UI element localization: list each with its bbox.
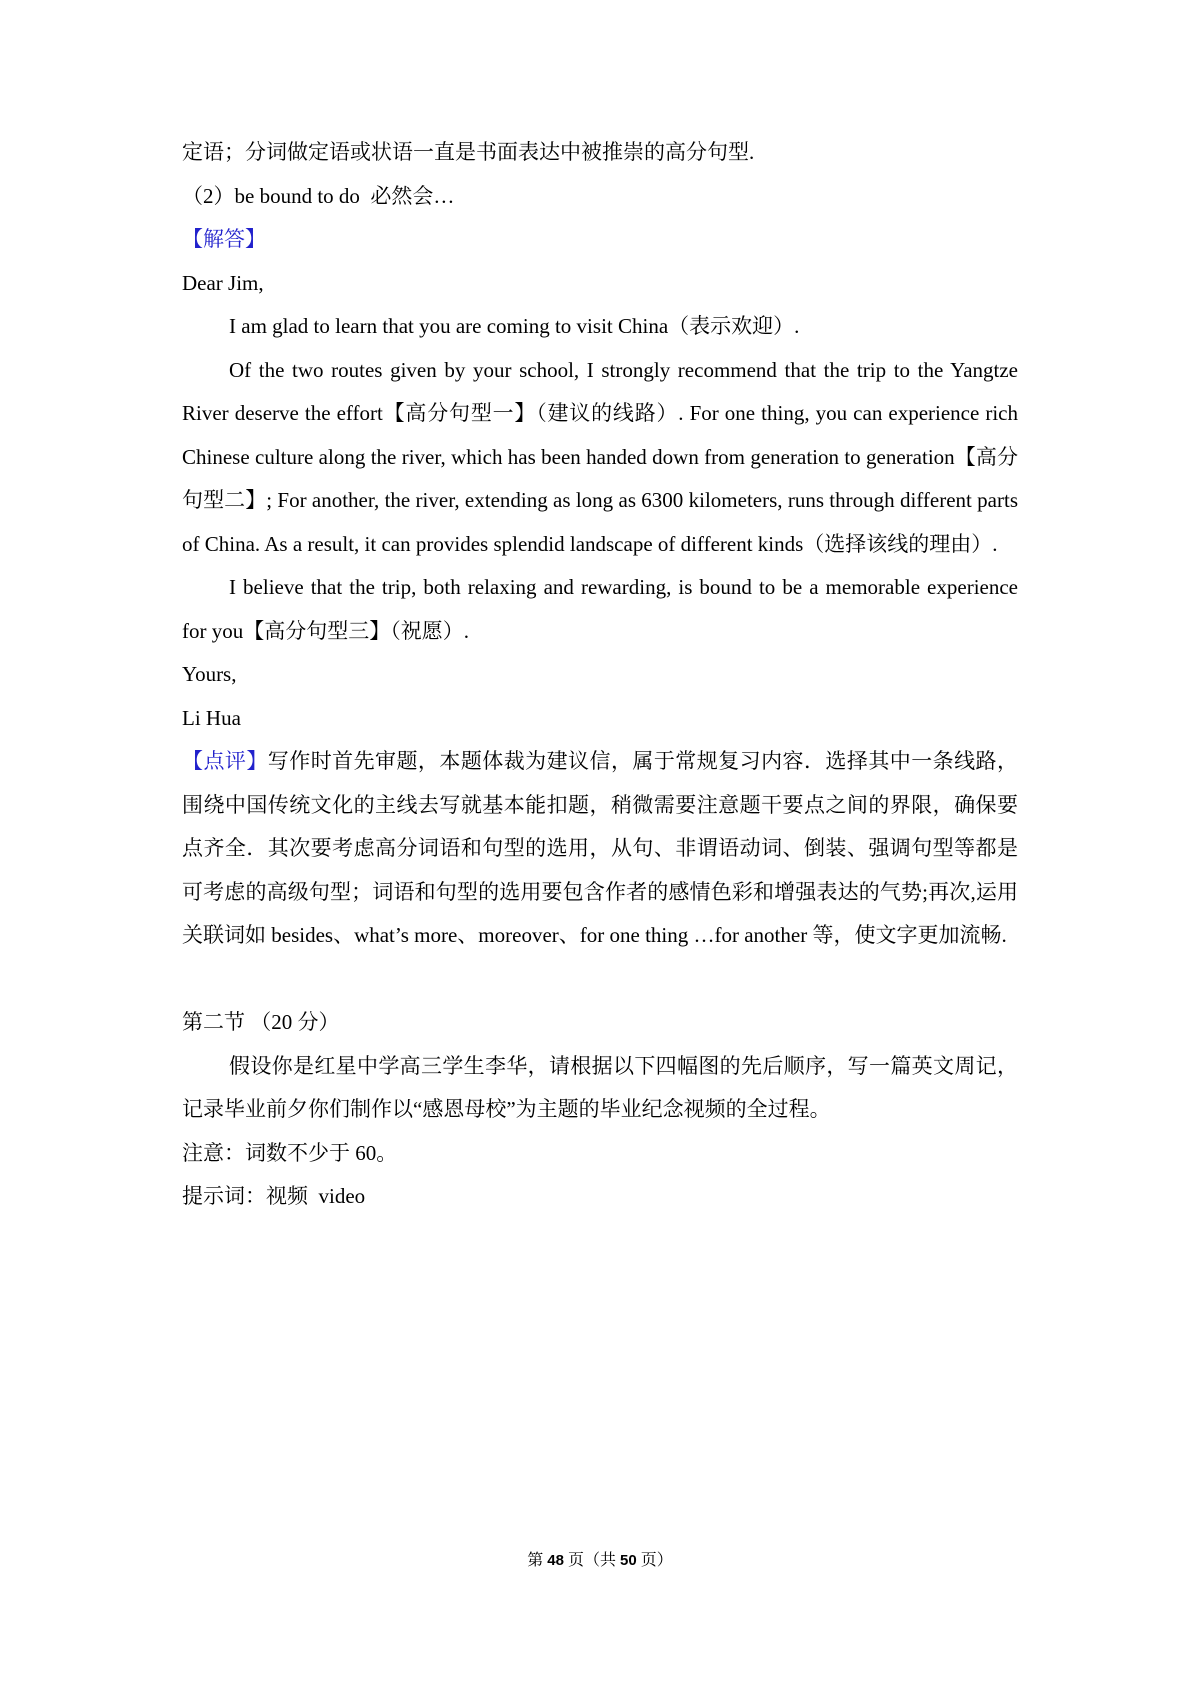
answer-section-label [182, 218, 1018, 262]
section2-heading: 第二节 （20 分） [182, 1010, 340, 1034]
paragraph-be-bound-point: （2）be bound to do 必然会… [182, 183, 455, 208]
comment-label-text: 【点评】 [182, 749, 268, 773]
letter-closing: Yours, [182, 662, 237, 686]
comment-body-text: 写作时首先审题，本题体裁为建议信，属于常规复习内容．选择其中一条线路，围绕中国传统文化的主线去写就基本能扣题，稍微需要注意题干要点之间的界限，确保要点齐全．其次要考虑高分词语和句型的选用，从句、非谓语动词、倒装、强调句型等都是可考虑的高级句型；词语和句型的选用要包含作者的感情色彩和增强表达的气势;再次,运用关联词如 besides、what’s more、moreover、for one thing …for another 等，使文字更加流畅. [182, 749, 1019, 947]
section2-prompt: 假设你是红星中学高三学生李华，请根据以下四幅图的先后顺序，写一篇英文周记，记录毕业前夕你们制作以“感恩母校”为主题的毕业纪念视频的全过程。 [182, 1053, 1018, 1121]
page-footer [0, 1550, 1200, 1572]
document-content [182, 131, 1018, 1219]
letter-signature: Li Hua [182, 705, 241, 730]
footer-prefix: 第 [527, 1552, 548, 1569]
paragraph-grammar-note: 定语；分词做定语或状语一直是书面表达中被推崇的高分句型. [182, 140, 755, 164]
letter-salutation: Dear Jim, [182, 270, 264, 295]
letter-paragraph-1: I am glad to learn that you are coming to visit China（表示欢迎）. [229, 314, 800, 338]
footer-suffix: 页） [636, 1552, 673, 1569]
letter-paragraph-3: I believe that the trip, both relaxing and rewarding, is bound to be a memorable experience for you【高分句型三】（祝愿）. [182, 575, 1018, 643]
answer-label-text: 【解答】 [182, 227, 266, 251]
footer-total-pages: 50 [620, 1552, 637, 1569]
footer-middle: 页（共 [563, 1552, 620, 1569]
section2-note: 注意：词数不少于 60。 [182, 1140, 398, 1165]
letter-paragraph-2: Of the two routes given by your school, I strongly recommend that the trip to the Yangtze River deserve the effort【高分句型一】（建议的线路）. For one thing, you can experience rich Chinese culture along the river, which has been handed down from generation to generation【高分句型二】; For another, the river, extending as long as 6300 kilometers, runs through different parts of China. As a result, it can provides splendid landscape of different kinds（选择该线的理由）. [182, 357, 1018, 556]
blank-line-spacer [182, 958, 1018, 1002]
footer-page-number: 48 [547, 1552, 564, 1569]
comment-paragraph [182, 740, 1018, 958]
section2-hint-words: 提示词：视频 video [182, 1184, 366, 1208]
